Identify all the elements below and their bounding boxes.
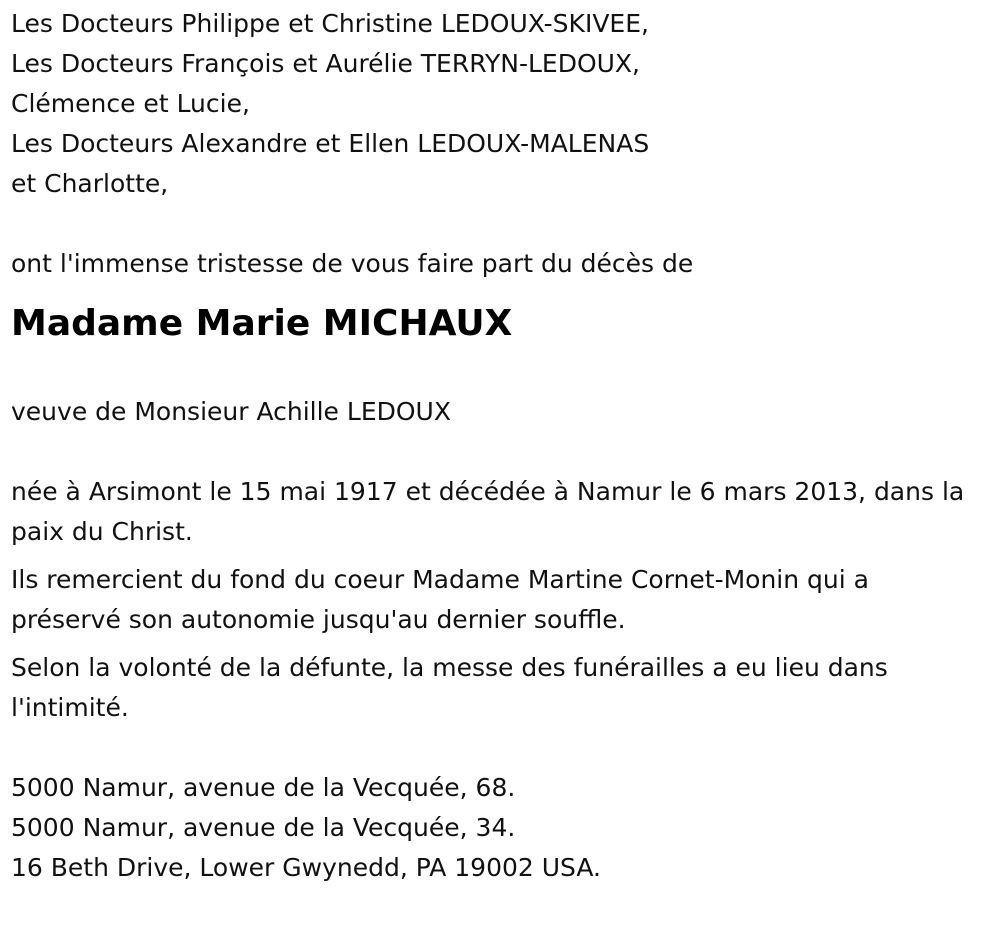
spacer [11,432,986,472]
spacer [11,640,986,648]
address-line: 16 Beth Drive, Lower Gwynedd, PA 19002 USA. [11,853,601,882]
spacer [11,552,986,560]
announcement-text: ont l'immense tristesse de vous faire part du décès de [11,249,694,278]
address-line: 5000 Namur, avenue de la Vecquée, 34. [11,813,516,842]
family-line: Clémence et Lucie, [11,89,250,118]
spacer [11,728,986,768]
thanks-paragraph: Ils remercient du fond du coeur Madame Martine Cornet-Monin qui a préservé son autonomie jusqu'au dernier souffle. [11,565,869,634]
deceased-name: Madame Marie MICHAUX [11,303,513,344]
address-list [11,768,986,888]
widow-of-text: veuve de Monsieur Achille LEDOUX [11,397,451,426]
birth-death-paragraph: née à Arsimont le 15 mai 1917 et décédée à Namur le 6 mars 2013, dans la paix du Christ. [11,477,965,546]
spacer [11,204,986,244]
family-list [11,4,986,204]
family-line: Les Docteurs François et Aurélie TERRYN-LEDOUX, [11,49,641,78]
family-line: et Charlotte, [11,169,169,198]
obituary-notice [11,4,986,888]
funeral-paragraph: Selon la volonté de la défunte, la messe des funérailles a eu lieu dans l'intimité. [11,653,888,722]
family-line: Les Docteurs Alexandre et Ellen LEDOUX-MALENAS [11,129,650,158]
spacer [11,344,986,392]
family-line: Les Docteurs Philippe et Christine LEDOUX-SKIVEE, [11,9,649,38]
address-line: 5000 Namur, avenue de la Vecquée, 68. [11,773,516,802]
